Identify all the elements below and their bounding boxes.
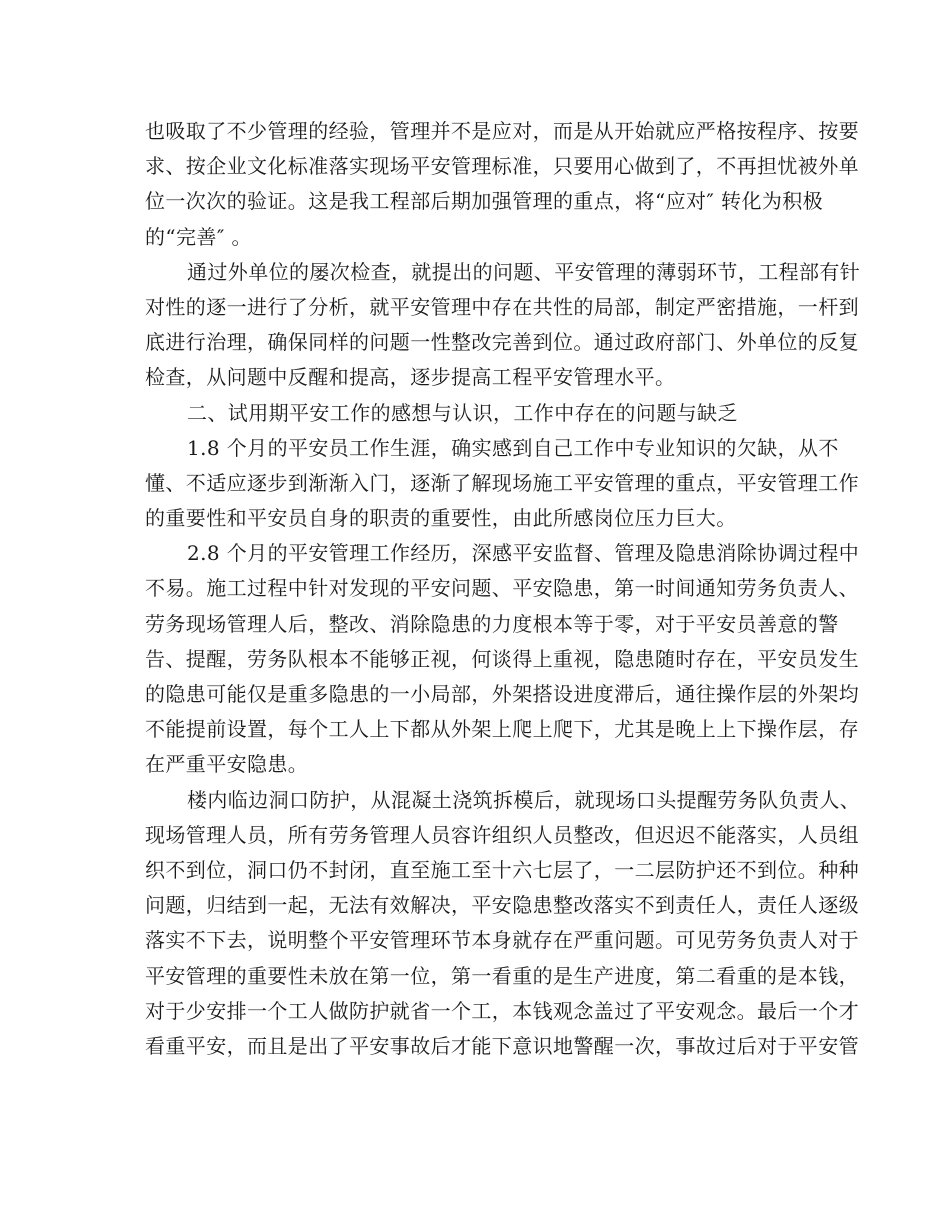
- text-line: 也吸取了不少管理的经验，管理并不是应对，而是从开始就应严格按程序、按要: [145, 119, 859, 143]
- text-line: 通过外单位的屡次检查，就提出的问题、平安管理的薄弱环节，工程部有针: [187, 259, 861, 284]
- text-line: 看重平安，而且是出了平安事故后才能下意识地警醒一次，事故过后对于平安管: [145, 1033, 859, 1058]
- section-heading: [145, 396, 815, 431]
- paragraph: [145, 431, 859, 537]
- paragraph: [145, 114, 859, 255]
- text-line: 楼内临边洞口防护，从混凝土浇筑拆模后，就现场口头提醒劳务队负责人、: [187, 787, 861, 812]
- text-line: 平安管理的重要性未放在第一位，第一看重的是生产进度，第二看重的是本钱，: [145, 963, 859, 988]
- text-line: 1.8 个月的平安员工作生涯，确实感到自己工作中专业知识的欠缺，从不: [187, 435, 839, 460]
- paragraph: [145, 255, 861, 396]
- text-line: 的隐患可能仅是重多隐患的一小局部，外架搭设进度滞后，通往操作层的外架均: [145, 682, 859, 706]
- document-body: [145, 114, 861, 1064]
- paragraph: [145, 783, 861, 1065]
- text-line: 2.8 个月的平安管理工作经历，深感平安监督、管理及隐患消除协调过程中: [187, 541, 860, 566]
- text-line: 二、试用期平安工作的感想与认识，工作中存在的问题与缺乏: [187, 400, 738, 425]
- text-line: 检查，从问题中反醒和提高，逐步提高工程平安管理水平。: [145, 365, 676, 390]
- text-line: 的重要性和平安员自身的职责的重要性，由此所感岗位压力巨大。: [145, 506, 737, 531]
- text-line: 懂、不适应逐步到渐渐入门，逐渐了解现场施工平安管理的重点，平安管理工作: [145, 470, 859, 495]
- text-line: 告、提醒，劳务队根本不能够正视，何谈得上重视，隐患随时存在，平安员发生: [145, 646, 859, 671]
- text-line: 的“完善″ 。: [145, 224, 252, 249]
- text-line: 现场管理人员，所有劳务管理人员容许组织人员整改，但迟迟不能落实，人员组: [145, 822, 859, 847]
- text-line: 落实不下去，说明整个平安管理环节本身就存在严重问题。可见劳务负责人对于: [145, 928, 859, 953]
- text-line: 不易。施工过程中针对发现的平安问题、平安隐患，第一时间通知劳务负责人、: [145, 576, 859, 601]
- text-line: 劳务现场管理人后，整改、消除隐患的力度根本等于零，对于平安员善意的警: [145, 611, 839, 636]
- text-line: 不能提前设置，每个工人上下都从外架上爬上爬下，尤其是晚上上下操作层，存: [145, 717, 859, 742]
- text-line: 织不到位，洞口仍不封闭，直至施工至十六七层了，一二层防护还不到位。种种: [145, 857, 859, 882]
- text-line: 对性的逐一进行了分析，就平安管理中存在共性的局部，制定严密措施，一杆到: [145, 294, 859, 319]
- text-line: 问题，归结到一起，无法有效解决，平安隐患整改落实不到责任人，责任人逐级: [145, 893, 859, 918]
- paragraph: [145, 536, 860, 782]
- text-line: 在严重平安隐患。: [145, 752, 309, 777]
- text-line: 位一次次的验证。这是我工程部后期加强管理的重点，将“应对″ 转化为积极: [145, 189, 824, 214]
- text-line: 对于少安排一个工人做防护就省一个工，本钱观念盖过了平安观念。最后一个才: [145, 998, 859, 1023]
- text-line: 底进行治理，确保同样的问题一性整改完善到位。通过政府部门、外单位的反复: [145, 330, 859, 355]
- text-line: 求、按企业文化标准落实现场平安管理标准，只要用心做到了，不再担忧被外单: [145, 154, 859, 179]
